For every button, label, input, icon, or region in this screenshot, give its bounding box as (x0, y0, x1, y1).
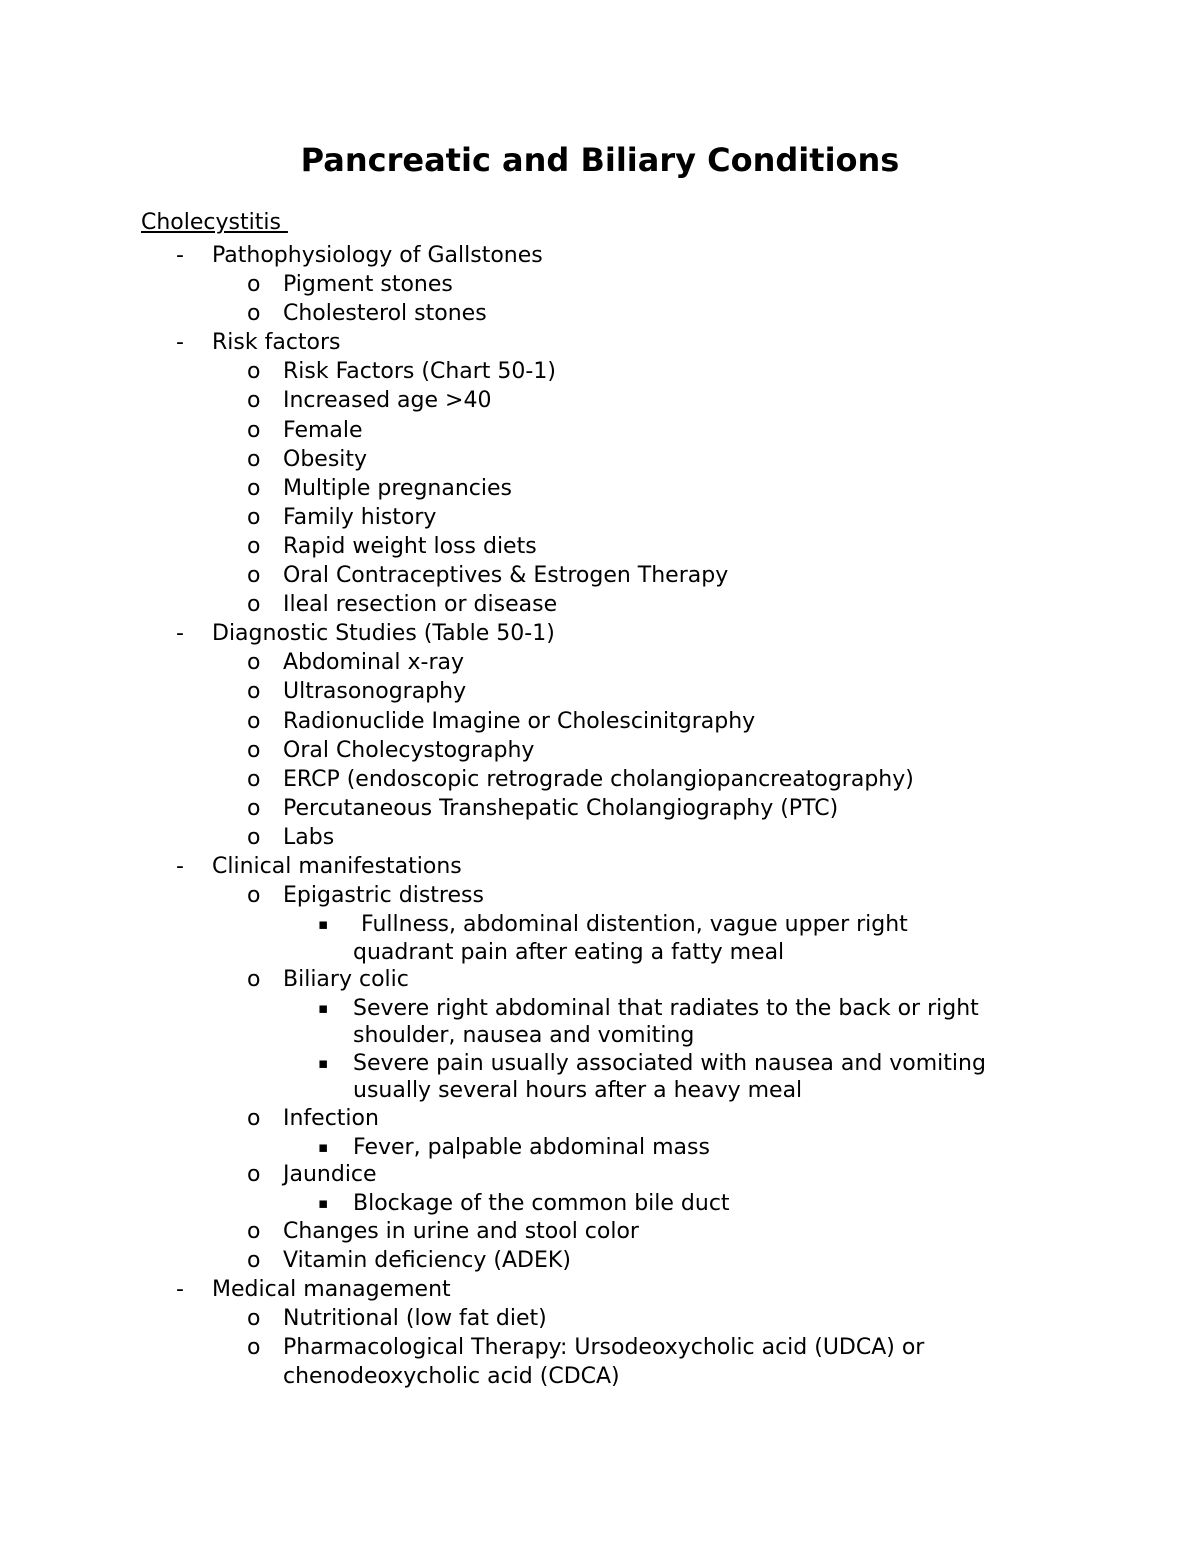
dash-bullet: - (176, 243, 184, 268)
outline-subitem-text: Pigment stones (283, 272, 453, 298)
outline-detail (0, 910, 1200, 937)
circle-bullet: o (247, 563, 261, 589)
outline-subitem-text: Multiple pregnancies (283, 475, 512, 501)
outline-detail-text: Severe right abdominal that radiates to the back or right (353, 996, 979, 1022)
circle-bullet: o (247, 301, 261, 327)
outline-subitem (0, 648, 1200, 677)
outline-detail-text: Blockage of the common bile duct (353, 1191, 730, 1217)
outline-subitem-text: Abdominal x-ray (283, 650, 465, 676)
outline-subitem-text: ERCP (endoscopic retrograde cholangiopancreatography) (283, 766, 914, 792)
outline-detail (0, 994, 1200, 1021)
outline-item-text: Diagnostic Studies (Table 50-1) (212, 621, 555, 647)
outline-subitem-text: Radionuclide Imagine or Cholescinitgraphy (283, 708, 756, 734)
outline-detail-continuation (0, 1021, 1200, 1048)
circle-bullet: o (247, 1218, 261, 1244)
outline-subitem-text: Infection (283, 1105, 379, 1131)
outline-subitem-text: Female (283, 417, 363, 443)
outline-subitem-text: Labs (283, 824, 335, 850)
outline-subitem (0, 965, 1200, 994)
outline-item (0, 328, 1200, 357)
square-bullet: ▪ (318, 1053, 329, 1072)
circle-bullet: o (247, 1162, 261, 1188)
square-bullet: ▪ (318, 1137, 329, 1156)
outline-subitem (0, 590, 1200, 619)
outline-subitem-text: chenodeoxycholic acid (CDCA) (283, 1364, 620, 1390)
circle-bullet: o (247, 824, 261, 850)
outline-subitem-text: Biliary colic (283, 966, 409, 992)
section-heading-cholecystitis: Cholecystitis (141, 210, 288, 235)
outline-subitem (0, 1217, 1200, 1246)
outline-subitem-text: Epigastric distress (283, 883, 484, 909)
outline-detail-text: shoulder, nausea and vomiting (353, 1023, 695, 1049)
outline-detail-text: Fullness, abdominal distention, vague upper right (361, 912, 908, 938)
outline-subitem-text: Jaundice (283, 1162, 377, 1188)
outline-subitem (0, 561, 1200, 590)
outline-item (0, 241, 1200, 270)
outline-subitem (0, 474, 1200, 503)
outline-subitem-text: Oral Contraceptives & Estrogen Therapy (283, 563, 729, 589)
outline-subitem (0, 1104, 1200, 1133)
outline-subitem-text: Risk Factors (Chart 50-1) (283, 359, 556, 385)
circle-bullet: o (247, 1105, 261, 1131)
circle-bullet: o (247, 272, 261, 298)
outline-subitem (0, 357, 1200, 386)
circle-bullet: o (247, 650, 261, 676)
circle-bullet: o (247, 388, 261, 414)
outline-item-text: Risk factors (212, 330, 341, 356)
outline-item (0, 852, 1200, 881)
outline-subitem (0, 881, 1200, 910)
outline-subitem-text: Oral Cholecystography (283, 737, 535, 763)
outline-subitem (0, 1304, 1200, 1333)
outline-item-text: Clinical manifestations (212, 853, 462, 879)
outline-subitem-text: Rapid weight loss diets (283, 533, 537, 559)
outline-subitem (0, 707, 1200, 736)
outline-subitem (0, 416, 1200, 445)
dash-bullet: - (176, 1276, 184, 1302)
outline-item-text: Medical management (212, 1276, 451, 1302)
outline-item-text: Pathophysiology of Gallstones (212, 243, 543, 268)
outline-subitem-continuation (0, 1362, 1200, 1391)
circle-bullet: o (247, 766, 261, 792)
outline-detail (0, 1133, 1200, 1160)
outline-list (0, 241, 1200, 1391)
outline-subitem (0, 1246, 1200, 1275)
outline-subitem (0, 765, 1200, 794)
outline-subitem (0, 1160, 1200, 1189)
outline-subitem-text: Pharmacological Therapy: Ursodeoxycholic acid (UDCA) or (283, 1334, 925, 1360)
outline-subitem-text: Nutritional (low fat diet) (283, 1305, 547, 1331)
outline-subitem (0, 503, 1200, 532)
dash-bullet: - (176, 621, 184, 647)
outline-detail (0, 1049, 1200, 1076)
circle-bullet: o (247, 679, 261, 705)
outline-subitem-text: Family history (283, 504, 437, 530)
square-bullet: ▪ (318, 915, 329, 934)
outline-detail-text: usually several hours after a heavy meal (353, 1078, 803, 1104)
square-bullet: ▪ (318, 999, 329, 1018)
circle-bullet: o (247, 475, 261, 501)
outline-subitem-text: Percutaneous Transhepatic Cholangiography (PTC) (283, 795, 839, 821)
outline-detail-text: quadrant pain after eating a fatty meal (353, 939, 785, 965)
circle-bullet: o (247, 359, 261, 385)
dash-bullet: - (176, 330, 184, 356)
dash-bullet: - (176, 853, 184, 879)
outline-subitem (0, 386, 1200, 415)
outline-subitem (0, 299, 1200, 328)
circle-bullet: o (247, 708, 261, 734)
outline-detail-text: Severe pain usually associated with nausea and vomiting (353, 1050, 986, 1076)
outline-subitem (0, 532, 1200, 561)
circle-bullet: o (247, 1247, 261, 1273)
outline-detail (0, 1189, 1200, 1216)
outline-subitem-text: Cholesterol stones (283, 301, 487, 327)
circle-bullet: o (247, 446, 261, 472)
outline-detail-continuation (0, 938, 1200, 965)
outline-subitem (0, 794, 1200, 823)
outline-item (0, 1275, 1200, 1304)
circle-bullet: o (247, 592, 261, 618)
outline-subitem-text: Ultrasonography (283, 679, 467, 705)
outline-subitem-text: Vitamin deficiency (ADEK) (283, 1247, 571, 1273)
outline-item (0, 619, 1200, 648)
outline-subitem (0, 270, 1200, 299)
circle-bullet: o (247, 966, 261, 992)
circle-bullet: o (247, 737, 261, 763)
outline-subitem (0, 445, 1200, 474)
circle-bullet: o (247, 417, 261, 443)
outline-subitem (0, 677, 1200, 706)
outline-subitem (0, 1333, 1200, 1362)
circle-bullet: o (247, 1305, 261, 1331)
outline-detail-text: Fever, palpable abdominal mass (353, 1134, 710, 1160)
circle-bullet: o (247, 795, 261, 821)
circle-bullet: o (247, 504, 261, 530)
circle-bullet: o (247, 1334, 261, 1360)
page-title: Pancreatic and Biliary Conditions (300, 141, 900, 179)
outline-detail-continuation (0, 1076, 1200, 1103)
outline-subitem-text: Obesity (283, 446, 368, 472)
outline-subitem-text: Changes in urine and stool color (283, 1218, 639, 1244)
outline-subitem-text: Ileal resection or disease (283, 592, 558, 618)
outline-subitem (0, 823, 1200, 852)
circle-bullet: o (247, 533, 261, 559)
square-bullet: ▪ (318, 1194, 329, 1213)
outline-subitem (0, 736, 1200, 765)
circle-bullet: o (247, 883, 261, 909)
outline-subitem-text: Increased age >40 (283, 388, 492, 414)
